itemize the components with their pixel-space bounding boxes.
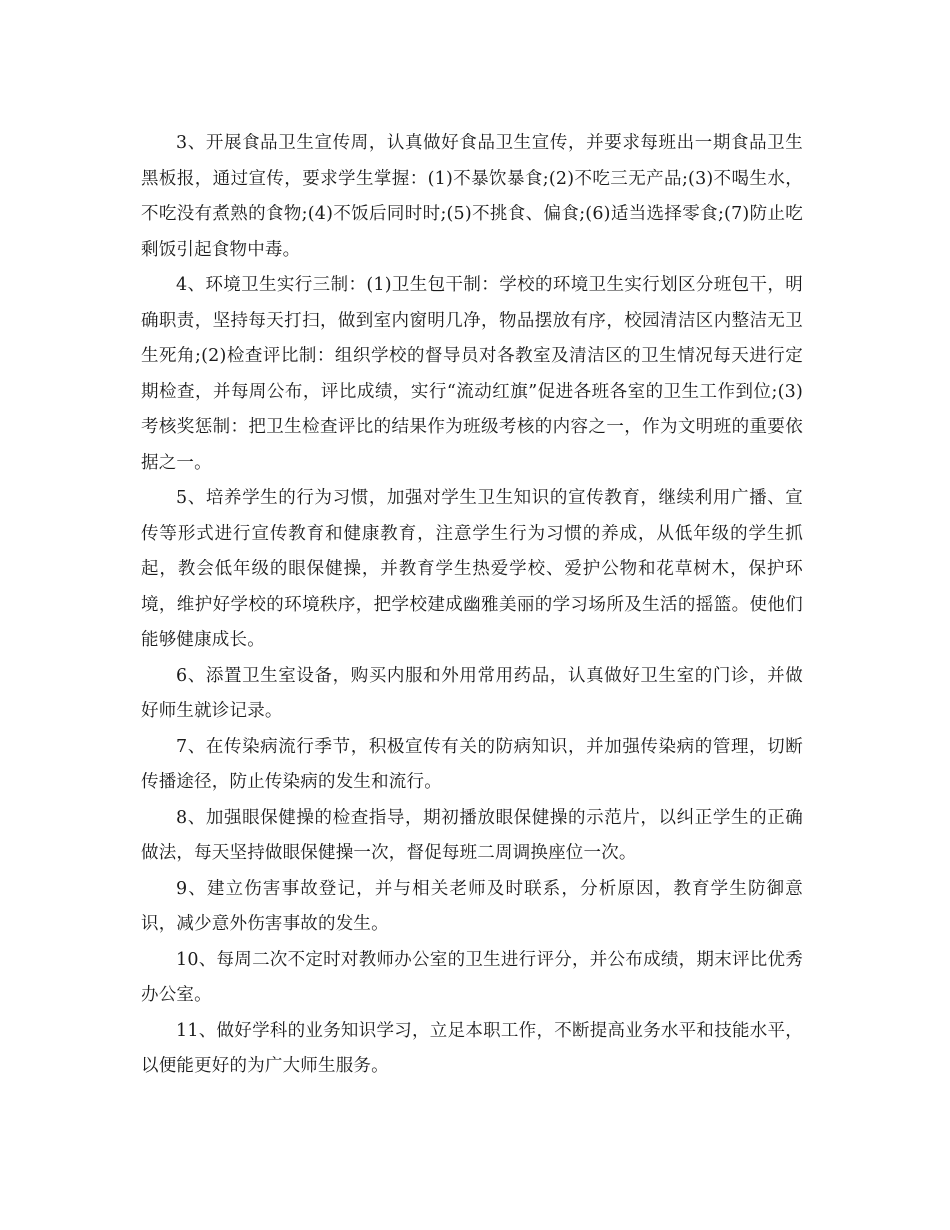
paragraph-10: 10、每周二次不定时对教师办公室的卫生进行评分，并公布成绩，期末评比优秀办公室。 bbox=[141, 949, 803, 1005]
paragraph-9: 9、建立伤害事故登记，并与相关老师及时联系，分析原因，教育学生防御意识，减少意外伤害事故的发生。 bbox=[141, 878, 803, 934]
paragraph-5: 5、培养学生的行为习惯，加强对学生卫生知识的宣传教育，继续利用广播、宣传等形式进行宣传教育和健康教育，注意学生行为习惯的养成，从低年级的学生抓起，教会低年级的眼保健操，并教育学生热爱学校、爱护公物和花草树木，保护环境，维护好学校的环境秩序，把学校建成幽雅美丽的学习场所及生活的摇篮。使他们能够健康成长。 bbox=[141, 488, 803, 650]
paragraph-3: 3、开展食品卫生宣传周，认真做好食品卫生宣传，并要求每班出一期食品卫生黑板报，通过宣传，要求学生掌握：(1)不暴饮暴食;(2)不吃三无产品;(3)不喝生水，不吃没有煮熟的食物;(4)不饭后同时时;(5)不挑食、偏食;(6)适当选择零食;(7)防止吃剩饭引起食物中毒。 bbox=[141, 133, 803, 260]
document-body bbox=[141, 126, 803, 1085]
paragraph-8: 8、加强眼保健操的检查指导，期初播放眼保健操的示范片，以纠正学生的正确做法，每天坚持做眼保健操一次，督促每班二周调换座位一次。 bbox=[141, 807, 803, 863]
paragraph-6: 6、添置卫生室设备，购买内服和外用常用药品，认真做好卫生室的门诊，并做好师生就诊记录。 bbox=[141, 665, 803, 721]
paragraph-11: 11、做好学科的业务知识学习，立足本职工作，不断提高业务水平和技能水平，以便能更好的为广大师生服务。 bbox=[141, 1020, 803, 1076]
paragraph-4: 4、环境卫生实行三制：(1)卫生包干制：学校的环境卫生实行划区分班包干，明确职责，坚持每天打扫，做到室内窗明几净，物品摆放有序，校园清洁区内整洁无卫生死角;(2)检查评比制：组织学校的督导员对各教室及清洁区的卫生情况每天进行定期检查，并每周公布，评比成绩，实行“流动红旗”促进各班各室的卫生工作到位;(3)考核奖惩制：把卫生检查评比的结果作为班级考核的内容之一，作为文明班的重要依据之一。 bbox=[141, 275, 803, 473]
paragraph-7: 7、在传染病流行季节，积极宣传有关的防病知识，并加强传染病的管理，切断传播途径，防止传染病的发生和流行。 bbox=[141, 736, 803, 792]
